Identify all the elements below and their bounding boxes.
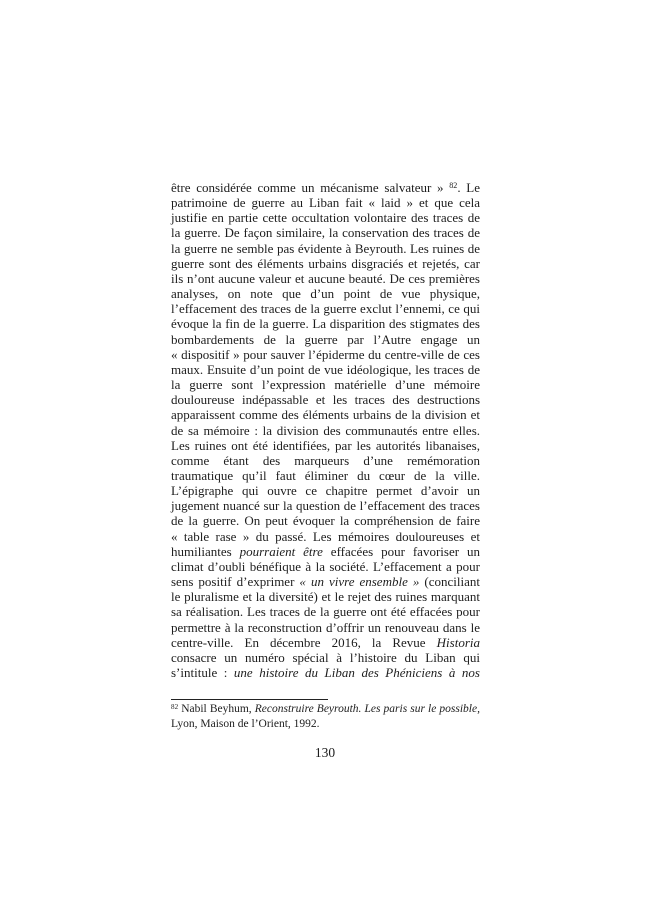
text-run: la guerre. De façon similaire, la conservation des traces de bbox=[171, 225, 480, 241]
text-run: L’épigraphe qui ouvre ce chapitre permet d’avoir un bbox=[171, 483, 480, 499]
text-run: la guerre ne semble pas évidente à Beyrouth. Les ruines de bbox=[171, 240, 480, 256]
footnote-reference: 82 bbox=[171, 702, 179, 711]
text-line bbox=[171, 604, 480, 619]
text-run: apparaissent comme des éléments urbains de la division et bbox=[171, 407, 480, 423]
text-line bbox=[171, 483, 480, 498]
text-run: comme étant des marqueurs d’une remémoration bbox=[171, 452, 480, 468]
footnote-separator bbox=[171, 699, 328, 700]
text-run: Les ruines ont été identifiées, par les autorités libanaises, bbox=[171, 437, 480, 453]
text-line bbox=[171, 544, 480, 559]
text-line bbox=[171, 635, 480, 650]
text-run: l’effacement des traces de la guerre exclut l’ennemi, ce qui bbox=[171, 301, 480, 317]
footnote-reference: 82 bbox=[449, 181, 458, 191]
text-run: le pluralisme et la diversité) et le rejet des ruines marquant bbox=[171, 589, 480, 605]
italic-text-run: une histoire du Liban des Phéniciens à nos bbox=[233, 665, 480, 680]
text-line bbox=[171, 468, 480, 483]
text-run: « dispositif » pour sauver l’épiderme du centre-ville de ces bbox=[171, 346, 480, 362]
text-line bbox=[171, 210, 480, 225]
text-line bbox=[171, 498, 480, 513]
text-line bbox=[171, 377, 480, 392]
text-line bbox=[171, 301, 480, 316]
text-line bbox=[171, 620, 480, 635]
text-line bbox=[171, 286, 480, 301]
text-line bbox=[171, 650, 480, 665]
text-line bbox=[171, 362, 480, 377]
text-run: traumatique qu’il faut éliminer du cœur de la ville. bbox=[171, 467, 480, 483]
body-paragraph bbox=[171, 180, 480, 680]
text-run: douloureuse indépassable et les traces des destructions bbox=[171, 392, 480, 408]
text-line bbox=[171, 453, 480, 468]
text-run: de la guerre. On peut évoquer la compréhension de faire bbox=[171, 513, 480, 529]
text-line bbox=[171, 271, 480, 286]
text-line bbox=[171, 513, 480, 528]
text-line bbox=[171, 316, 480, 331]
footnote bbox=[171, 702, 480, 732]
text-run: (conciliant bbox=[419, 574, 480, 590]
text-run: consacre un numéro spécial à l’histoire du Liban qui bbox=[171, 649, 480, 665]
text-run: bombardements de la guerre par l’Autre engage un bbox=[171, 331, 480, 347]
text-run: évoque la fin de la guerre. La disparition des stigmates des bbox=[171, 316, 480, 332]
text-line bbox=[171, 180, 480, 195]
text-line bbox=[171, 195, 480, 210]
text-run: jugement nuancé sur la question de l’effacement des traces bbox=[171, 498, 480, 514]
text-run: Lyon, Maison de l’Orient, 1992. bbox=[171, 718, 320, 730]
text-line bbox=[171, 241, 480, 256]
text-line bbox=[171, 665, 480, 680]
text-run: Nabil Beyhum, bbox=[178, 703, 255, 715]
text-run: effacées pour favoriser un bbox=[322, 543, 480, 559]
text-line bbox=[171, 423, 480, 438]
text-run: être considérée comme un mécanisme salvateur » bbox=[171, 180, 450, 195]
text-run: . Le bbox=[457, 180, 480, 195]
italic-text-run: Reconstruire Beyrouth. Les paris sur le possible, bbox=[254, 703, 480, 715]
text-run: justifie en partie cette occultation volontaire des traces de bbox=[171, 210, 480, 226]
italic-text-run: pourraient être bbox=[239, 543, 323, 559]
text-line bbox=[171, 225, 480, 240]
text-run: sa réalisation. Les traces de la guerre ont été effacées pour bbox=[171, 604, 480, 620]
text-run: humiliantes bbox=[171, 543, 240, 559]
text-line bbox=[171, 332, 480, 347]
text-run: maux. Ensuite d’un point de vue idéologique, les traces de bbox=[171, 361, 480, 377]
text-run: la guerre sont l’expression matérielle d’une mémoire bbox=[171, 377, 480, 393]
text-line bbox=[171, 256, 480, 271]
text-line bbox=[171, 529, 480, 544]
text-run: s’intitule : bbox=[171, 665, 234, 680]
text-line bbox=[171, 392, 480, 407]
text-run: de sa mémoire : la division des communautés entre elles. bbox=[171, 422, 480, 438]
text-line bbox=[171, 702, 480, 717]
text-run: patrimoine de guerre au Liban fait « laid » et que cela bbox=[171, 195, 480, 211]
text-run: permettre à la reconstruction d’offrir un renouveau dans le bbox=[171, 619, 480, 635]
text-line bbox=[171, 589, 480, 604]
text-run: ils n’ont aucune valeur et aucune beauté. De ces premières bbox=[171, 270, 480, 286]
text-line bbox=[171, 407, 480, 422]
page-number: 130 bbox=[314, 745, 336, 760]
text-run: sens positif d’exprimer bbox=[171, 574, 300, 590]
text-line bbox=[171, 438, 480, 453]
text-run: climat d’oubli bénéfique à la société. L’effacement a pour bbox=[171, 558, 480, 574]
text-line bbox=[171, 574, 480, 589]
text-line bbox=[171, 559, 480, 574]
text-run: guerre sont des éléments urbains disgraciés et rejetés, car bbox=[171, 255, 480, 271]
text-run: centre-ville. En décembre 2016, la Revue bbox=[171, 634, 437, 650]
text-line bbox=[171, 717, 480, 732]
italic-text-run: Historia bbox=[436, 634, 480, 650]
text-run: analyses, on note que d’un point de vue physique, bbox=[171, 286, 480, 302]
text-line bbox=[171, 347, 480, 362]
italic-text-run: « un vivre ensemble » bbox=[299, 574, 420, 590]
text-run: « table rase » du passé. Les mémoires douloureuses et bbox=[171, 528, 480, 544]
